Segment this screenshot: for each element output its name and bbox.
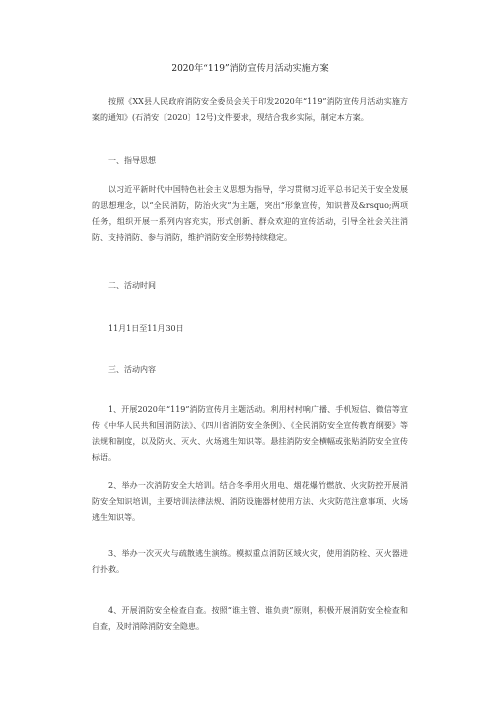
activity-time-text: 11月1日至11月30日 [108,324,184,333]
section-heading-guiding-ideology: 一、指导思想 [108,156,156,165]
activity-item-3: 3、举办一次灭火与疏散逃生演练。模拟重点消防区域火灾，使用消防栓、灭火器进行扑救。 [92,549,408,574]
intro-paragraph: 按照《XX县人民政府消防安全委员会关于印发2020年“119”消防宣传月活动实施方案的通知》(石消安〔2020〕12号)文件要求，现结合我乡实际，制定本方案。 [92,97,408,122]
section-heading-activity-time: 二、活动时间 [108,281,156,290]
guiding-ideology-paragraph: 以习近平新时代中国特色社会主义思想为指导，学习贯彻习近平总书记关于安全发展的思想理念，以“全民消防，防治火灾”为主题，突出“形象宣传，知识普及&rsquo;两项任务，组织开展一系列内容充实，形式创新、群众欢迎的宣传活动，引导全社会关注消防、支持消防、参与消防，维护消防安全形势持续稳定。 [92,185,408,242]
document-title: 2020年“119”消防宣传月活动实施方案 [171,64,329,74]
activity-item-4: 4、开展消防安全检查自查。按照“谁主管、谁负责”原则，积极开展消防安全检查和自查，及时消除消防安全隐患。 [92,606,408,631]
section-heading-activity-content: 三、活动内容 [108,365,156,374]
activity-item-2: 2、举办一次消防安全大培训。结合冬季用火用电、烟花爆竹燃放、火灾防控开展消防安全知识培训，主要培训法律法规、消防设施器材使用方法、火灾防范注意事项、火场逃生知识等。 [92,481,408,522]
activity-item-1: 1、开展2020年“119”消防宣传月主题活动。利用村村响广播、手机短信、微信等宣传《中华人民共和国消防法》、《四川省消防安全条例》、《全民消防安全宣传教育纲要》等法规和制度，以及防火、灭火、火场逃生知识等。悬挂消防安全横幅或张贴消防安全宣传标语。 [92,405,408,462]
